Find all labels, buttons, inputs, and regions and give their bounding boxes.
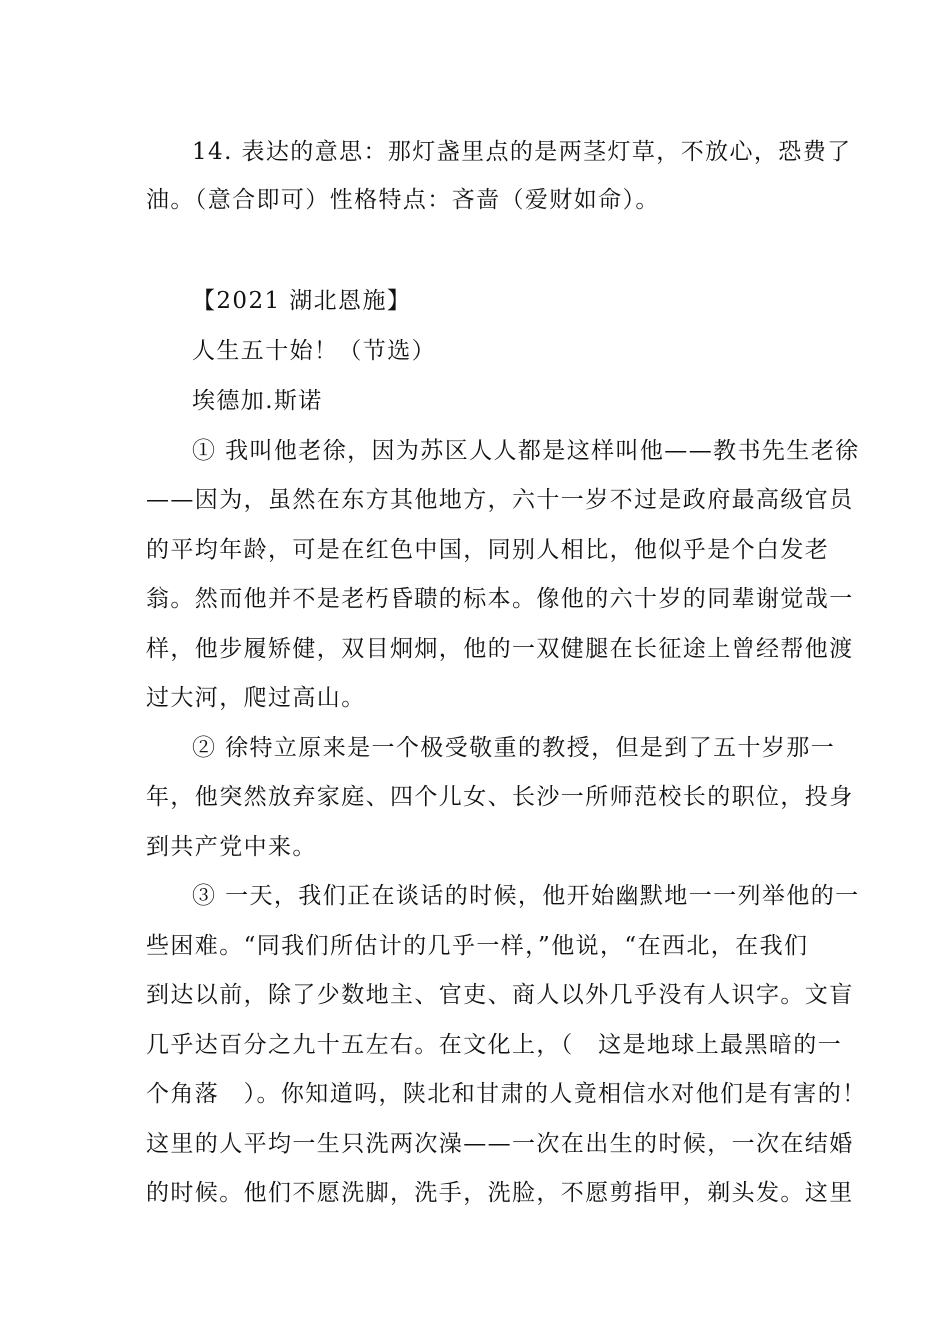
paragraph-1-line-2: ——因为，虽然在东方其他地方，六十一岁不过是政府最高级官员 bbox=[146, 487, 854, 513]
answer-14-line-2: 油。（意合即可）性格特点：吝啬（爱财如命）。 bbox=[146, 187, 660, 213]
article-title: 人生五十始！（节选） bbox=[192, 338, 436, 364]
paragraph-3-line-3: 到达以前，除了少数地主、官吏、商人以外几乎没有人识字。文盲 bbox=[146, 982, 854, 1008]
paragraph-3-line-5: 个角落 ）。你知道吗，陕北和甘肃的人竟相信水对他们是有害的！ bbox=[146, 1081, 867, 1107]
source-heading: 【2021 湖北恩施】 bbox=[192, 288, 412, 314]
paragraph-1-line-3: 的平均年龄，可是在红色中国，同别人相比，他似乎是个白发老 bbox=[146, 537, 830, 563]
paragraph-3-line-1: ③ 一天，我们正在谈话的时候，他开始幽默地一一列举他的一 bbox=[192, 883, 860, 909]
answer-14-line-1: 14. 表达的意思：那灯盏里点的是两茎灯草，不放心，恐费了 bbox=[192, 139, 852, 165]
paragraph-3-line-6: 这里的人平均一生只洗两次澡——一次在出生的时候，一次在结婚 bbox=[146, 1131, 854, 1157]
paragraph-1-line-1: ① 我叫他老徐，因为苏区人人都是这样叫他——教书先生老徐 bbox=[192, 438, 860, 464]
paragraph-3-line-2: 些困难。“同我们所估计的几乎一样，”他说，“在西北，在我们 bbox=[146, 933, 809, 959]
paragraph-3-line-4: 几乎达百分之九十五左右。在文化上，（ 这是地球上最黑暗的一 bbox=[146, 1032, 843, 1058]
paragraph-2-line-1: ② 徐特立原来是一个极受敬重的教授，但是到了五十岁那一 bbox=[192, 735, 836, 761]
paragraph-1-line-6: 过大河，爬过高山。 bbox=[146, 685, 366, 711]
paragraph-1-line-4: 翁。然而他并不是老朽昏聩的标本。像他的六十岁的同辈谢觉哉一 bbox=[146, 586, 854, 612]
paragraph-2-line-3: 到共产党中来。 bbox=[146, 834, 317, 860]
article-author: 埃德加.斯诺 bbox=[192, 388, 323, 414]
paragraph-2-line-2: 年，他突然放弃家庭、四个儿女、长沙一所师范校长的职位，投身 bbox=[146, 784, 854, 810]
paragraph-3-line-7: 的时候。他们不愿洗脚，洗手，洗脸，不愿剪指甲，剃头发。这里 bbox=[146, 1180, 854, 1206]
paragraph-1-line-5: 样，他步履矫健，双目炯炯，他的一双健腿在长征途上曾经帮他渡 bbox=[146, 636, 854, 662]
